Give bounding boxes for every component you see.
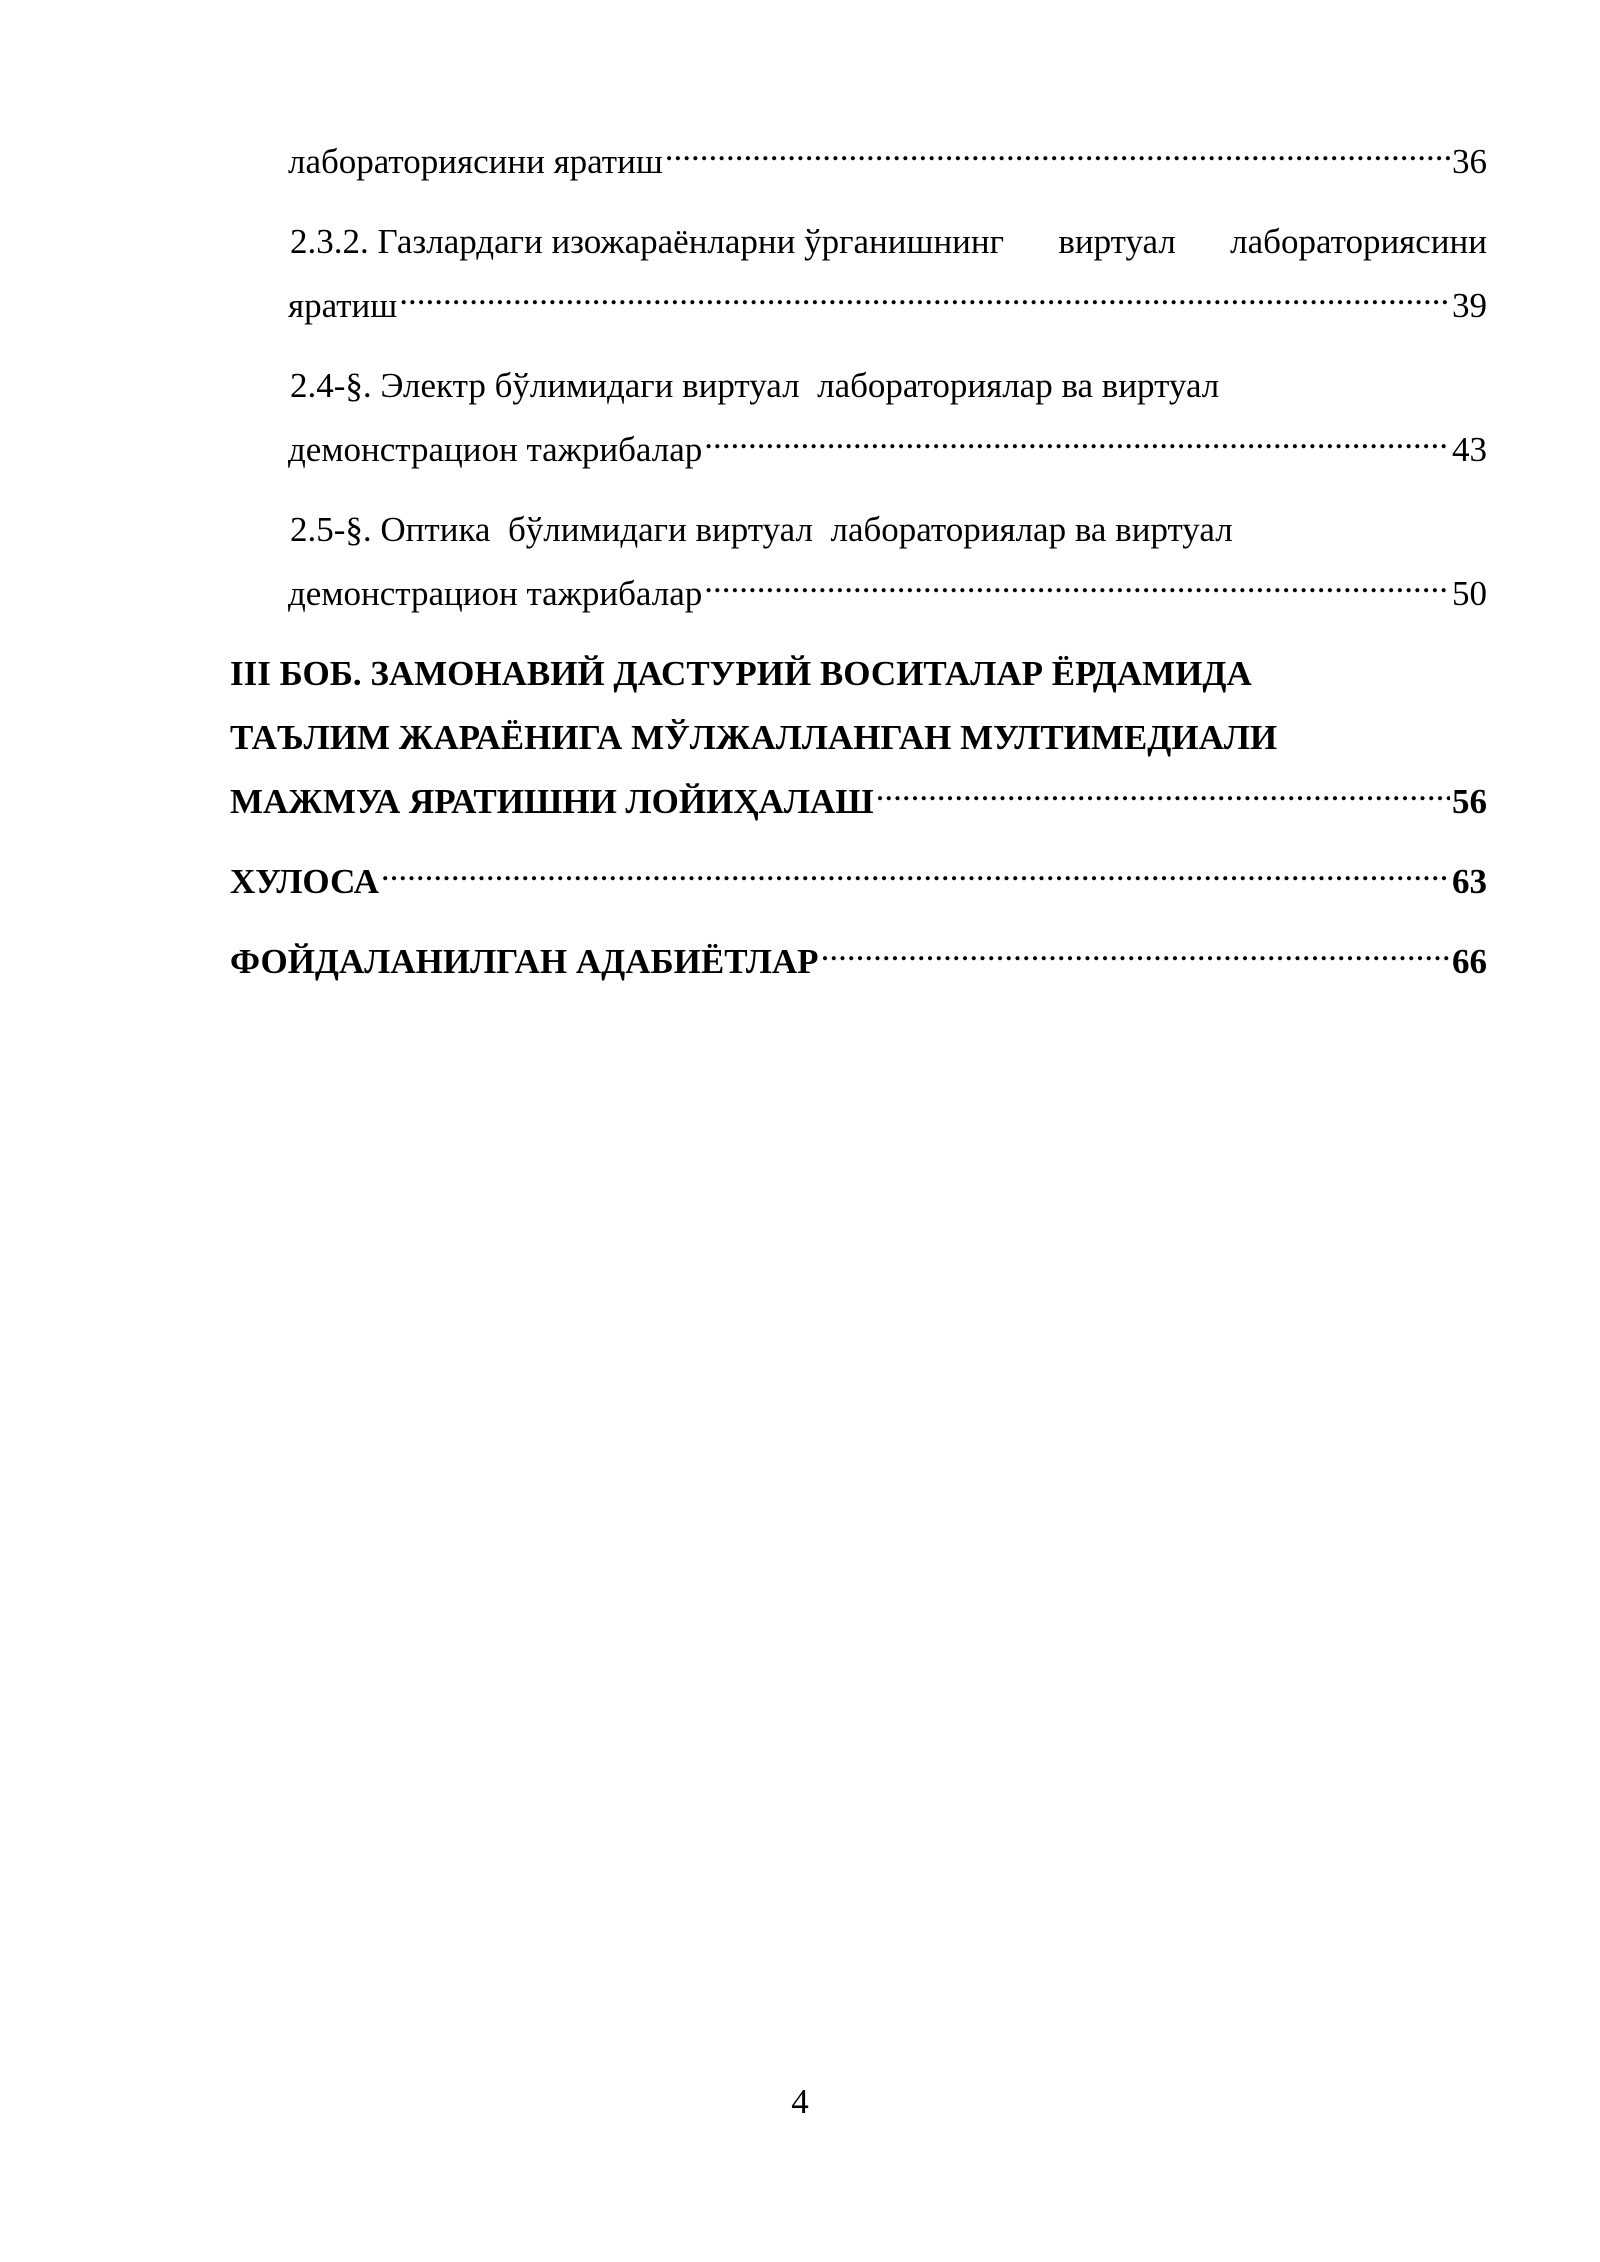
toc-page-number: 66 bbox=[1452, 942, 1487, 981]
toc-entry-2-4[interactable] bbox=[230, 354, 1487, 482]
table-of-contents bbox=[230, 130, 1487, 994]
dot-leader bbox=[704, 426, 1450, 461]
toc-entry-title-line-2: демонстрацион тажрибалар bbox=[288, 574, 703, 613]
toc-entry-title-part: 2.3.2. Газлардаги изожараёнларни ўрганишнинг bbox=[290, 222, 1004, 261]
toc-chapter-title-line-1: III БОБ. ЗАМОНАВИЙ ДАСТУРИЙ ВОСИТАЛАР ЁРДАМИДА bbox=[230, 654, 1252, 693]
toc-entry-title-line-1: 2.4-§. Электр бўлимидаги виртуал лабораториялар ва виртуал bbox=[290, 366, 1220, 405]
toc-entry-title-line-2: яратиш bbox=[288, 286, 398, 325]
toc-page-number: 39 bbox=[1452, 286, 1487, 325]
toc-entry-2-5[interactable] bbox=[230, 498, 1487, 626]
toc-chapter-title: ХУЛОСА bbox=[230, 862, 379, 901]
toc-page-number: 36 bbox=[1452, 142, 1487, 181]
toc-chapter-title-line-3: МАЖМУА ЯРАТИШНИ ЛОЙИҲАЛАШ bbox=[230, 782, 874, 821]
toc-chapter-3[interactable] bbox=[230, 642, 1487, 834]
toc-entry-title-part: виртуал bbox=[1058, 222, 1176, 261]
toc-entry-title-line-1: 2.5-§. Оптика бўлимидаги виртуал лабораториялар ва виртуал bbox=[290, 510, 1233, 549]
toc-chapter-title-line-2: ТАЪЛИМ ЖАРАЁНИГА МЎЛЖАЛЛАНГАН МУЛТИМЕДИАЛИ bbox=[230, 718, 1278, 757]
dot-leader bbox=[821, 938, 1450, 973]
toc-entry-title-line-1 bbox=[230, 210, 1487, 274]
toc-page-number: 63 bbox=[1452, 862, 1487, 901]
toc-chapter-title: ФОЙДАЛАНИЛГАН АДАБИЁТЛАР bbox=[230, 942, 819, 981]
toc-page-number: 43 bbox=[1452, 430, 1487, 469]
toc-references[interactable] bbox=[230, 930, 1487, 994]
toc-entry-virtual-lab-continuation[interactable] bbox=[230, 130, 1487, 194]
dot-leader bbox=[381, 858, 1450, 893]
dot-leader bbox=[876, 778, 1450, 813]
toc-conclusion[interactable] bbox=[230, 850, 1487, 914]
toc-entry-2-3-2[interactable] bbox=[230, 210, 1487, 338]
dot-leader bbox=[704, 570, 1450, 605]
toc-entry-title-part: лабораториясини bbox=[1230, 222, 1487, 261]
toc-entry-title: лабораториясини яратиш bbox=[288, 142, 663, 181]
dot-leader bbox=[665, 138, 1450, 173]
toc-page-number: 50 bbox=[1452, 574, 1487, 613]
page-number: 4 bbox=[791, 2082, 809, 2121]
toc-entry-title-line-2: демонстрацион тажрибалар bbox=[288, 430, 703, 469]
dot-leader bbox=[399, 282, 1450, 317]
toc-page-number: 56 bbox=[1452, 782, 1487, 821]
